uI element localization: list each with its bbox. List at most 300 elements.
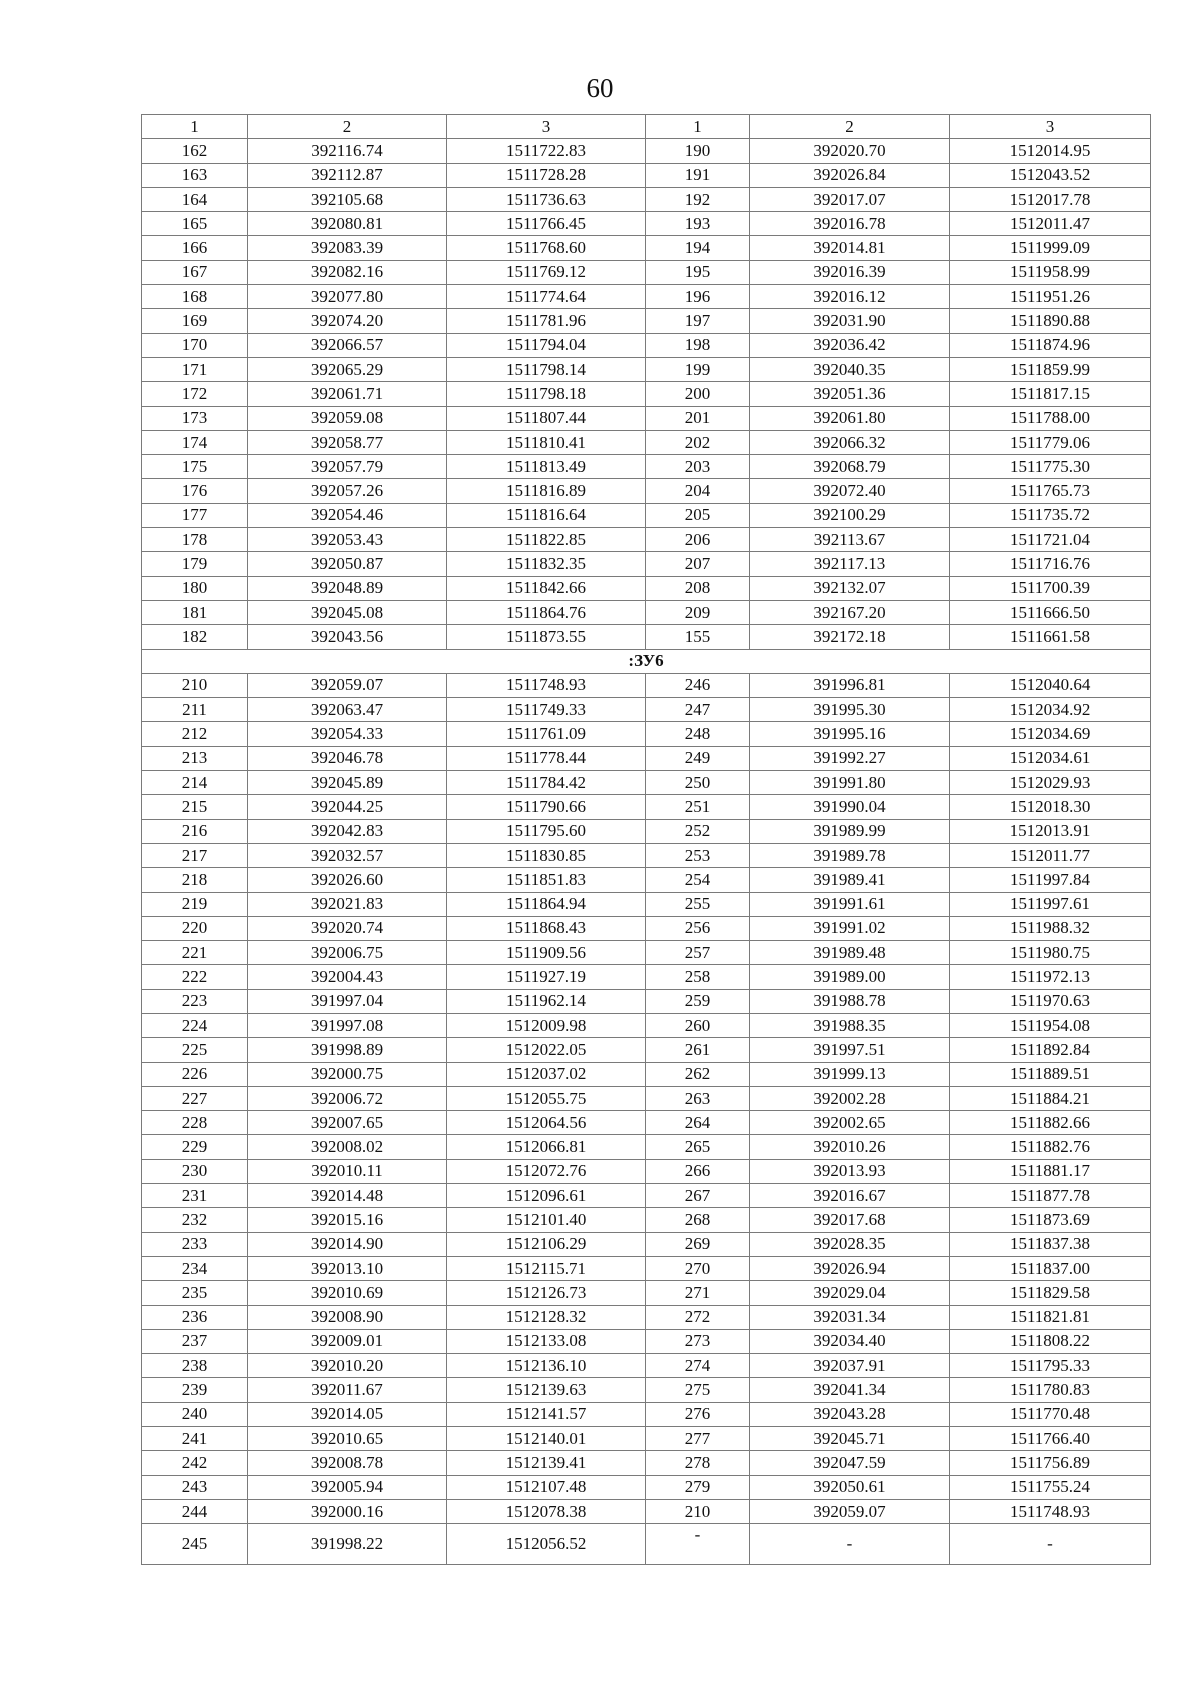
table-cell: 210 <box>142 673 248 697</box>
table-cell: 1511779.06 <box>950 430 1151 454</box>
table-cell: 210 <box>646 1499 750 1523</box>
table-cell: 391989.78 <box>750 843 950 867</box>
table-cell: 1512055.75 <box>447 1086 646 1110</box>
table-cell: 214 <box>142 771 248 795</box>
table-cell: 170 <box>142 333 248 357</box>
table-row <box>142 989 1151 1013</box>
table-cell: 391999.13 <box>750 1062 950 1086</box>
table-cell: 1512139.41 <box>447 1451 646 1475</box>
table-cell: 392046.78 <box>248 746 447 770</box>
table-cell: 261 <box>646 1038 750 1062</box>
table-cell: 1511873.55 <box>447 625 646 649</box>
table-cell: 392009.01 <box>248 1329 447 1353</box>
table-row <box>142 1135 1151 1159</box>
table-cell: 1511722.83 <box>447 139 646 163</box>
table-cell: 391991.61 <box>750 892 950 916</box>
table-cell: 222 <box>142 965 248 989</box>
table-cell: 246 <box>646 673 750 697</box>
table-cell: 258 <box>646 965 750 989</box>
table-cell: 233 <box>142 1232 248 1256</box>
table-cell: 1512056.52 <box>447 1524 646 1565</box>
table-cell: 392117.13 <box>750 552 950 576</box>
table-cell: 392008.02 <box>248 1135 447 1159</box>
table-cell: 226 <box>142 1062 248 1086</box>
table-cell: 1512139.63 <box>447 1378 646 1402</box>
table-cell: 392006.72 <box>248 1086 447 1110</box>
table-cell: 1511890.88 <box>950 309 1151 333</box>
table-cell: 392037.91 <box>750 1354 950 1378</box>
table-row <box>142 1378 1151 1402</box>
table-cell: 392000.16 <box>248 1499 447 1523</box>
table-cell: 1512136.10 <box>447 1354 646 1378</box>
table-row <box>142 819 1151 843</box>
table-cell: 179 <box>142 552 248 576</box>
table-cell: 274 <box>646 1354 750 1378</box>
table-cell: 1511821.81 <box>950 1305 1151 1329</box>
table-row <box>142 1427 1151 1451</box>
table-cell: 392082.16 <box>248 260 447 284</box>
table-cell: 392007.65 <box>248 1111 447 1135</box>
table-cell: 1511748.93 <box>447 673 646 697</box>
table-cell: 1512096.61 <box>447 1184 646 1208</box>
table-cell: 1512034.61 <box>950 746 1151 770</box>
table-cell: 391989.41 <box>750 868 950 892</box>
table-cell: 1511795.60 <box>447 819 646 843</box>
table-cell: 392053.43 <box>248 528 447 552</box>
table-row <box>142 868 1151 892</box>
table-cell: 1511877.78 <box>950 1184 1151 1208</box>
table-cell: 221 <box>142 941 248 965</box>
table-cell: 391992.27 <box>750 746 950 770</box>
table-row <box>142 625 1151 649</box>
table-cell: 1511790.66 <box>447 795 646 819</box>
table-cell: 1511700.39 <box>950 576 1151 600</box>
table-cell: 392065.29 <box>248 357 447 381</box>
table-cell: 391995.16 <box>750 722 950 746</box>
table-row <box>142 698 1151 722</box>
table-cell: 247 <box>646 698 750 722</box>
table-row <box>142 357 1151 381</box>
table-row <box>142 333 1151 357</box>
table-cell: 391988.35 <box>750 1013 950 1037</box>
section-row <box>142 649 1151 673</box>
table-cell: 1511798.18 <box>447 382 646 406</box>
table-cell: 392083.39 <box>248 236 447 260</box>
table-cell: 225 <box>142 1038 248 1062</box>
table-row <box>142 576 1151 600</box>
table-cell: 392061.80 <box>750 406 950 430</box>
table-cell: 220 <box>142 916 248 940</box>
table-cell: 1511864.76 <box>447 600 646 624</box>
table-cell: 392132.07 <box>750 576 950 600</box>
table-row <box>142 892 1151 916</box>
table-cell: 213 <box>142 746 248 770</box>
table-cell: 391998.22 <box>248 1524 447 1565</box>
table-cell: 392002.28 <box>750 1086 950 1110</box>
table-cell: 1511728.28 <box>447 163 646 187</box>
table-cell: 1511958.99 <box>950 260 1151 284</box>
table-cell: 1511874.96 <box>950 333 1151 357</box>
table-cell: 392026.84 <box>750 163 950 187</box>
table-cell: 1511873.69 <box>950 1208 1151 1232</box>
table-cell: 392020.70 <box>750 139 950 163</box>
table-row <box>142 746 1151 770</box>
table-row <box>142 1329 1151 1353</box>
table-cell: 236 <box>142 1305 248 1329</box>
table-cell: 208 <box>646 576 750 600</box>
table-cell: 268 <box>646 1208 750 1232</box>
table-cell: 1512009.98 <box>447 1013 646 1037</box>
table-cell: 1511721.04 <box>950 528 1151 552</box>
table-cell: 392032.57 <box>248 843 447 867</box>
table-cell: 207 <box>646 552 750 576</box>
table-cell: 165 <box>142 212 248 236</box>
table-cell: 392016.12 <box>750 285 950 309</box>
table-row <box>142 309 1151 333</box>
table-row <box>142 503 1151 527</box>
table-cell: 259 <box>646 989 750 1013</box>
table-cell: 239 <box>142 1378 248 1402</box>
table-cell: 1511775.30 <box>950 455 1151 479</box>
table-cell: 212 <box>142 722 248 746</box>
section-title: :ЗУ6 <box>142 649 1151 673</box>
table-cell: 211 <box>142 698 248 722</box>
table-cell: 169 <box>142 309 248 333</box>
table-cell: 199 <box>646 357 750 381</box>
table-cell: 1511774.64 <box>447 285 646 309</box>
table-cell: 216 <box>142 819 248 843</box>
table-cell: 1511962.14 <box>447 989 646 1013</box>
table-cell: 272 <box>646 1305 750 1329</box>
table-cell: 392172.18 <box>750 625 950 649</box>
table-cell: 1511755.24 <box>950 1475 1151 1499</box>
table-cell: 1511868.43 <box>447 916 646 940</box>
table-cell: 255 <box>646 892 750 916</box>
table-cell: 227 <box>142 1086 248 1110</box>
table-cell: 391996.81 <box>750 673 950 697</box>
table-cell: 392112.87 <box>248 163 447 187</box>
table-cell: 1511882.66 <box>950 1111 1151 1135</box>
table-cell: 1512078.38 <box>447 1499 646 1523</box>
table-cell: 392045.89 <box>248 771 447 795</box>
table-cell: 232 <box>142 1208 248 1232</box>
table-row <box>142 916 1151 940</box>
table-cell: 270 <box>646 1256 750 1280</box>
table-cell: 278 <box>646 1451 750 1475</box>
table-cell: 392041.34 <box>750 1378 950 1402</box>
table-cell: 1511881.17 <box>950 1159 1151 1183</box>
table-cell: 392014.90 <box>248 1232 447 1256</box>
table-cell: 392043.28 <box>750 1402 950 1426</box>
table-cell: 1511666.50 <box>950 600 1151 624</box>
table-cell: 173 <box>142 406 248 430</box>
table-cell: 392105.68 <box>248 187 447 211</box>
table-cell: 1511972.13 <box>950 965 1151 989</box>
table-cell: 162 <box>142 139 248 163</box>
table-cell: 1511808.22 <box>950 1329 1151 1353</box>
table-cell: 245 <box>142 1524 248 1565</box>
table-cell: 1511780.83 <box>950 1378 1151 1402</box>
table-cell: 391988.78 <box>750 989 950 1013</box>
table-row <box>142 1451 1151 1475</box>
table-cell: 1512133.08 <box>447 1329 646 1353</box>
table-row <box>142 260 1151 284</box>
table-cell: 392040.35 <box>750 357 950 381</box>
table-cell: 1511768.60 <box>447 236 646 260</box>
table-cell: 198 <box>646 333 750 357</box>
table-row <box>142 406 1151 430</box>
table-cell: 1511794.04 <box>447 333 646 357</box>
table-cell: 257 <box>646 941 750 965</box>
table-row <box>142 771 1151 795</box>
table-cell: 1511781.96 <box>447 309 646 333</box>
table-cell: 1512037.02 <box>447 1062 646 1086</box>
table-cell: 1511784.42 <box>447 771 646 795</box>
table-cell: 1511807.44 <box>447 406 646 430</box>
table-cell: 171 <box>142 357 248 381</box>
table-row <box>142 1038 1151 1062</box>
table-cell: 277 <box>646 1427 750 1451</box>
table-row <box>142 965 1151 989</box>
table-cell: 1511816.89 <box>447 479 646 503</box>
table-cell: 176 <box>142 479 248 503</box>
table-cell: 1511909.56 <box>447 941 646 965</box>
table-cell: 1512040.64 <box>950 673 1151 697</box>
table-cell: 192 <box>646 187 750 211</box>
table-cell: 254 <box>646 868 750 892</box>
table-cell: - <box>950 1524 1151 1565</box>
table-cell: 200 <box>646 382 750 406</box>
table-cell: 392036.42 <box>750 333 950 357</box>
table-cell: 1511765.73 <box>950 479 1151 503</box>
table-cell: 2 <box>248 115 447 139</box>
table-cell: 223 <box>142 989 248 1013</box>
table-cell: 391989.48 <box>750 941 950 965</box>
table-cell: 392000.75 <box>248 1062 447 1086</box>
table-cell: 253 <box>646 843 750 867</box>
table-cell: 392061.71 <box>248 382 447 406</box>
table-cell: 1512126.73 <box>447 1281 646 1305</box>
table-cell: 1511842.66 <box>447 576 646 600</box>
table-cell: 1511661.58 <box>950 625 1151 649</box>
table-cell: 392021.83 <box>248 892 447 916</box>
table-cell: 241 <box>142 1427 248 1451</box>
table-row <box>142 236 1151 260</box>
table-row <box>142 1256 1151 1280</box>
table-cell: 201 <box>646 406 750 430</box>
table-cell: 191 <box>646 163 750 187</box>
table-cell: 1 <box>142 115 248 139</box>
table-cell: 1511716.76 <box>950 552 1151 576</box>
table-cell: 1512043.52 <box>950 163 1151 187</box>
table-row <box>142 941 1151 965</box>
table-row <box>142 430 1151 454</box>
table-cell: 392008.90 <box>248 1305 447 1329</box>
table-cell: 267 <box>646 1184 750 1208</box>
table-row <box>142 600 1151 624</box>
table-cell: 1511927.19 <box>447 965 646 989</box>
table-cell: 392057.26 <box>248 479 447 503</box>
table-cell: 174 <box>142 430 248 454</box>
table-cell: 209 <box>646 600 750 624</box>
table-cell: 230 <box>142 1159 248 1183</box>
table-cell: 1512034.92 <box>950 698 1151 722</box>
table-cell: 202 <box>646 430 750 454</box>
table-cell: 1511749.33 <box>447 698 646 722</box>
table-row <box>142 1062 1151 1086</box>
table-cell: 391990.04 <box>750 795 950 819</box>
table-cell: 215 <box>142 795 248 819</box>
table-cell: 155 <box>646 625 750 649</box>
table-cell: 392004.43 <box>248 965 447 989</box>
table-cell: 206 <box>646 528 750 552</box>
table-cell: 392044.25 <box>248 795 447 819</box>
table-cell: 392066.57 <box>248 333 447 357</box>
table-row <box>142 187 1151 211</box>
table-cell: 1511832.35 <box>447 552 646 576</box>
table-cell: 1511830.85 <box>447 843 646 867</box>
table-cell: 190 <box>646 139 750 163</box>
coordinates-table <box>141 114 1151 1565</box>
table-cell: 1511795.33 <box>950 1354 1151 1378</box>
table-cell: 244 <box>142 1499 248 1523</box>
table-cell: 1511889.51 <box>950 1062 1151 1086</box>
table-cell: 175 <box>142 455 248 479</box>
table-row <box>142 1159 1151 1183</box>
table-cell: 163 <box>142 163 248 187</box>
table-cell: 391989.00 <box>750 965 950 989</box>
table-cell: 1511748.93 <box>950 1499 1151 1523</box>
table-row <box>142 552 1151 576</box>
table-cell: 392045.08 <box>248 600 447 624</box>
table-cell: 172 <box>142 382 248 406</box>
table-cell: 1511997.61 <box>950 892 1151 916</box>
table-cell: 1511859.99 <box>950 357 1151 381</box>
table-cell: 392045.71 <box>750 1427 950 1451</box>
table-cell: 392013.10 <box>248 1256 447 1280</box>
table-cell: 275 <box>646 1378 750 1402</box>
table-cell: 242 <box>142 1451 248 1475</box>
table-cell: 392014.48 <box>248 1184 447 1208</box>
table-cell: 180 <box>142 576 248 600</box>
table-cell: 1511829.58 <box>950 1281 1151 1305</box>
table-cell: 392006.75 <box>248 941 447 965</box>
table-cell: 1511778.44 <box>447 746 646 770</box>
table-cell: 391997.04 <box>248 989 447 1013</box>
table-cell: 177 <box>142 503 248 527</box>
table-cell: 218 <box>142 868 248 892</box>
table-cell: 164 <box>142 187 248 211</box>
table-cell: 1511837.00 <box>950 1256 1151 1280</box>
table-cell: 391989.99 <box>750 819 950 843</box>
table-cell: 238 <box>142 1354 248 1378</box>
table-cell: 392063.47 <box>248 698 447 722</box>
table-cell: 166 <box>142 236 248 260</box>
table-row <box>142 673 1151 697</box>
table-cell: 224 <box>142 1013 248 1037</box>
table-cell: 1511766.40 <box>950 1427 1151 1451</box>
table-cell: 1512034.69 <box>950 722 1151 746</box>
table-cell: 1511810.41 <box>447 430 646 454</box>
table-cell: - <box>646 1524 750 1565</box>
table-cell: 392059.08 <box>248 406 447 430</box>
table-cell: 167 <box>142 260 248 284</box>
table-cell: 392050.61 <box>750 1475 950 1499</box>
table-cell: 194 <box>646 236 750 260</box>
table-cell: 1512013.91 <box>950 819 1151 843</box>
table-cell: 392116.74 <box>248 139 447 163</box>
table-cell: 1512066.81 <box>447 1135 646 1159</box>
table-cell: 1512064.56 <box>447 1111 646 1135</box>
table-cell: 392057.79 <box>248 455 447 479</box>
table-cell: 391997.08 <box>248 1013 447 1037</box>
table-cell: 392002.65 <box>750 1111 950 1135</box>
table-row <box>142 1111 1151 1135</box>
table-cell: 3 <box>950 115 1151 139</box>
table-cell: 392017.07 <box>750 187 950 211</box>
table-cell: 1511837.38 <box>950 1232 1151 1256</box>
table-cell: 1512014.95 <box>950 139 1151 163</box>
table-row <box>142 1281 1151 1305</box>
table-cell: 204 <box>646 479 750 503</box>
table-row <box>142 1402 1151 1426</box>
table-cell: 392015.16 <box>248 1208 447 1232</box>
table-cell: 181 <box>142 600 248 624</box>
table-cell: 1511864.94 <box>447 892 646 916</box>
table-cell: 234 <box>142 1256 248 1280</box>
table-cell: 392005.94 <box>248 1475 447 1499</box>
table-cell: 266 <box>646 1159 750 1183</box>
table-cell: 392059.07 <box>750 1499 950 1523</box>
table-row <box>142 163 1151 187</box>
table-cell: 392034.40 <box>750 1329 950 1353</box>
table-cell: 392028.35 <box>750 1232 950 1256</box>
table-cell: 1511769.12 <box>447 260 646 284</box>
table-header-row <box>142 115 1151 139</box>
table-cell: 1511788.00 <box>950 406 1151 430</box>
table-cell: 168 <box>142 285 248 309</box>
table-cell: 273 <box>646 1329 750 1353</box>
table-cell: 392026.60 <box>248 868 447 892</box>
table-cell: 1511822.85 <box>447 528 646 552</box>
table-cell: 1511892.84 <box>950 1038 1151 1062</box>
table-row <box>142 455 1151 479</box>
table-cell: 263 <box>646 1086 750 1110</box>
table-cell: 260 <box>646 1013 750 1037</box>
table-cell: 1512115.71 <box>447 1256 646 1280</box>
table-cell: 250 <box>646 771 750 795</box>
table-cell: 392013.93 <box>750 1159 950 1183</box>
table-cell: 392051.36 <box>750 382 950 406</box>
table-row <box>142 1524 1151 1565</box>
table-cell: 1511882.76 <box>950 1135 1151 1159</box>
table-cell: 243 <box>142 1475 248 1499</box>
table-cell: 1512107.48 <box>447 1475 646 1499</box>
table-cell: 229 <box>142 1135 248 1159</box>
table-cell: 1511816.64 <box>447 503 646 527</box>
table-cell: 392010.26 <box>750 1135 950 1159</box>
table-cell: - <box>750 1524 950 1565</box>
table-cell: 203 <box>646 455 750 479</box>
table-cell: 391991.02 <box>750 916 950 940</box>
table-cell: 392167.20 <box>750 600 950 624</box>
table-cell: 276 <box>646 1402 750 1426</box>
table-cell: 1511954.08 <box>950 1013 1151 1037</box>
table-cell: 1511770.48 <box>950 1402 1151 1426</box>
table-row <box>142 1354 1151 1378</box>
table-cell: 279 <box>646 1475 750 1499</box>
table-cell: 195 <box>646 260 750 284</box>
